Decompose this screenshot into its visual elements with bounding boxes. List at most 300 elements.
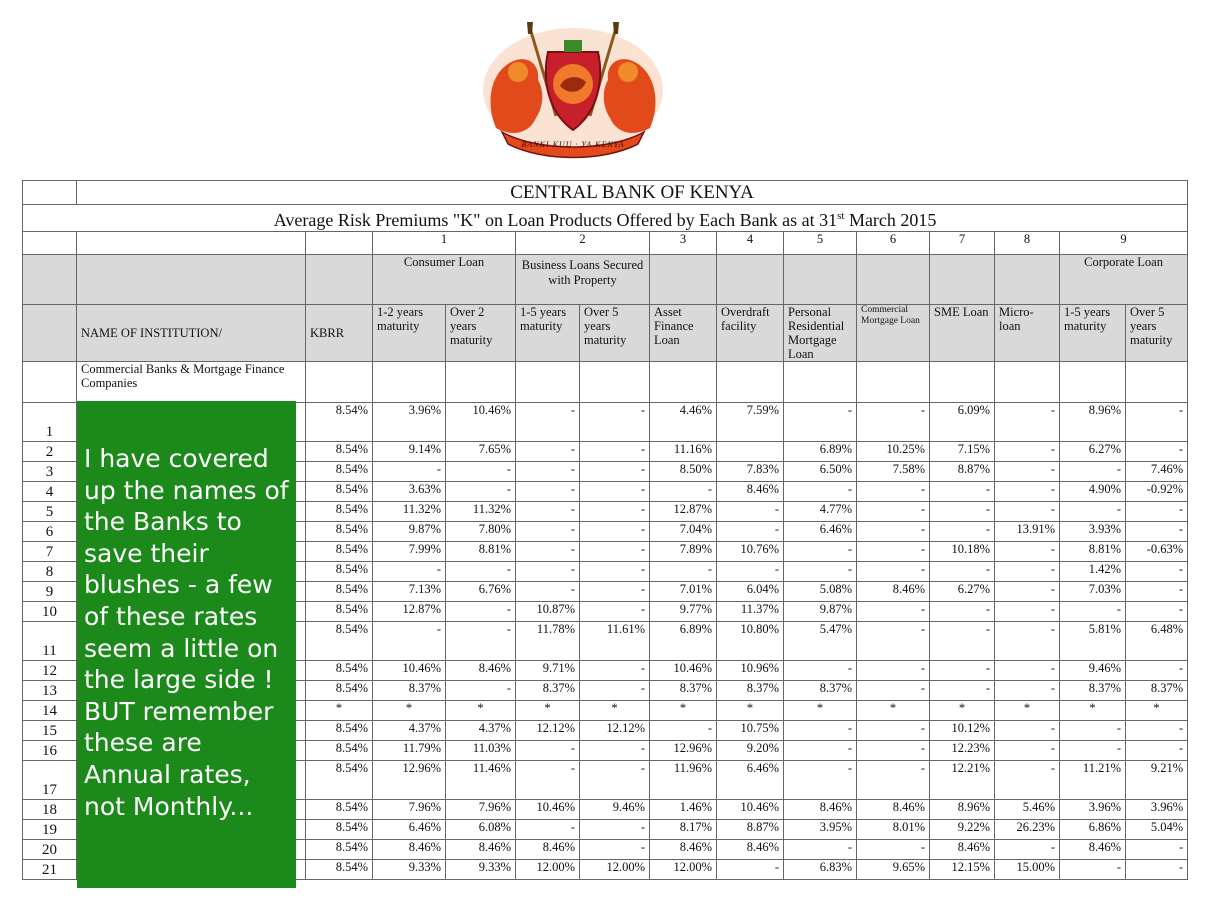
rate-cell: -: [995, 622, 1060, 661]
rate-cell: 9.33%: [446, 860, 516, 880]
rate-cell: 8.37%: [373, 681, 446, 701]
kbrr-cell: 8.54%: [306, 462, 373, 482]
rate-cell: 6.76%: [446, 582, 516, 602]
kbrr-cell: 8.54%: [306, 502, 373, 522]
rate-cell: -: [1126, 860, 1188, 880]
rate-cell: 1.42%: [1060, 562, 1126, 582]
rate-cell: -: [995, 502, 1060, 522]
column-header: Over 5 years maturity: [1126, 305, 1188, 362]
rate-cell: -: [373, 462, 446, 482]
row-number: 15: [23, 721, 77, 741]
rate-cell: -: [930, 681, 995, 701]
rate-cell: 8.46%: [650, 840, 717, 860]
blank-cell: [857, 362, 930, 403]
row-number: 21: [23, 860, 77, 880]
product-number: 1: [373, 232, 516, 255]
rate-cell: 6.09%: [930, 403, 995, 442]
blank-cell: [650, 362, 717, 403]
kbrr-cell: 8.54%: [306, 403, 373, 442]
rate-cell: 7.96%: [446, 800, 516, 820]
rate-cell: -: [580, 462, 650, 482]
product-number: 4: [717, 232, 784, 255]
rate-cell: -: [784, 482, 857, 502]
rate-cell: -: [373, 622, 446, 661]
rate-cell: 6.27%: [1060, 442, 1126, 462]
blank-cell: [373, 362, 446, 403]
row-number: 1: [23, 403, 77, 442]
rate-cell: 12.87%: [650, 502, 717, 522]
row-number: 2: [23, 442, 77, 462]
rate-cell: -: [784, 562, 857, 582]
rate-cell: 11.37%: [717, 602, 784, 622]
blank-cell: [306, 362, 373, 403]
rate-cell: 9.46%: [580, 800, 650, 820]
blank-cell: [650, 255, 717, 305]
column-header: 1-5 years maturity: [516, 305, 580, 362]
row-number: 16: [23, 741, 77, 761]
rate-cell: 11.46%: [446, 761, 516, 800]
rate-cell: -: [1060, 462, 1126, 482]
rate-cell: 6.86%: [1060, 820, 1126, 840]
column-header: Overdraft facility: [717, 305, 784, 362]
row-number: 14: [23, 701, 77, 721]
rate-cell: *: [995, 701, 1060, 721]
rate-cell: 1.46%: [650, 800, 717, 820]
rate-cell: -: [580, 403, 650, 442]
rate-cell: -: [857, 502, 930, 522]
row-number: 13: [23, 681, 77, 701]
rate-cell: 6.04%: [717, 582, 784, 602]
row-number: 6: [23, 522, 77, 542]
rate-cell: 10.46%: [373, 661, 446, 681]
rate-cell: 7.83%: [717, 462, 784, 482]
rate-cell: -: [995, 721, 1060, 741]
kbrr-cell: 8.54%: [306, 602, 373, 622]
rate-cell: -: [580, 542, 650, 562]
rate-cell: 12.23%: [930, 741, 995, 761]
rate-cell: -: [995, 442, 1060, 462]
rate-cell: -: [516, 502, 580, 522]
rate-cell: -: [516, 562, 580, 582]
rate-cell: 8.37%: [784, 681, 857, 701]
kbrr-cell: 8.54%: [306, 681, 373, 701]
rate-cell: 9.77%: [650, 602, 717, 622]
rate-cell: -: [857, 482, 930, 502]
svg-text:BANKI KUU · YA KENYA: BANKI KUU · YA KENYA: [521, 140, 625, 149]
product-number: 6: [857, 232, 930, 255]
rate-cell: -: [580, 522, 650, 542]
rate-cell: 5.81%: [1060, 622, 1126, 661]
rate-cell: -: [995, 582, 1060, 602]
row-number: 19: [23, 820, 77, 840]
rate-cell: -: [1126, 741, 1188, 761]
rate-cell: 10.18%: [930, 542, 995, 562]
rate-cell: -: [857, 622, 930, 661]
rate-cell: *: [373, 701, 446, 721]
rate-cell: *: [650, 701, 717, 721]
rate-cell: 8.01%: [857, 820, 930, 840]
rate-cell: 7.46%: [1126, 462, 1188, 482]
row-number: 18: [23, 800, 77, 820]
rate-cell: 10.46%: [516, 800, 580, 820]
rate-cell: -: [1126, 403, 1188, 442]
rate-cell: 9.21%: [1126, 761, 1188, 800]
rate-cell: -: [516, 741, 580, 761]
rate-cell: 10.96%: [717, 661, 784, 681]
rate-cell: 7.13%: [373, 582, 446, 602]
rate-cell: -: [446, 681, 516, 701]
rate-cell: 8.46%: [717, 840, 784, 860]
rate-cell: 8.46%: [516, 840, 580, 860]
rate-cell: 7.03%: [1060, 582, 1126, 602]
rate-cell: 9.22%: [930, 820, 995, 840]
rate-cell: 9.65%: [857, 860, 930, 880]
rate-cell: 10.75%: [717, 721, 784, 741]
rate-cell: 10.46%: [446, 403, 516, 442]
rate-cell: 10.46%: [717, 800, 784, 820]
corporate-loan-header: Corporate Loan: [1060, 255, 1188, 305]
rate-cell: 11.61%: [580, 622, 650, 661]
rate-cell: 8.96%: [930, 800, 995, 820]
rate-cell: 7.15%: [930, 442, 995, 462]
rate-cell: 11.96%: [650, 761, 717, 800]
rate-cell: 10.80%: [717, 622, 784, 661]
column-header: Over 2 years maturity: [446, 305, 516, 362]
rate-cell: 8.37%: [717, 681, 784, 701]
rate-cell: 9.33%: [373, 860, 446, 880]
rate-cell: -: [1060, 721, 1126, 741]
column-header: Asset Finance Loan: [650, 305, 717, 362]
rate-cell: 5.46%: [995, 800, 1060, 820]
rate-cell: -: [995, 681, 1060, 701]
rate-cell: -: [516, 761, 580, 800]
rate-cell: -: [995, 602, 1060, 622]
rate-cell: -: [516, 542, 580, 562]
table-subtitle: Average Risk Premiums "K" on Loan Products Offered by Each Bank as at 31st March 2015: [23, 205, 1188, 232]
rate-cell: -: [516, 482, 580, 502]
rate-cell: 3.63%: [373, 482, 446, 502]
rate-cell: -: [1060, 860, 1126, 880]
consumer-loan-header: Consumer Loan: [373, 255, 516, 305]
rate-cell: 6.46%: [373, 820, 446, 840]
rate-cell: 8.87%: [930, 462, 995, 482]
rate-cell: -: [446, 622, 516, 661]
rate-cell: 7.96%: [373, 800, 446, 820]
rate-cell: *: [784, 701, 857, 721]
rate-cell: 3.93%: [1060, 522, 1126, 542]
row-number: 20: [23, 840, 77, 860]
rate-cell: -: [1126, 661, 1188, 681]
blank-cell: [717, 255, 784, 305]
row-number: 11: [23, 622, 77, 661]
rate-cell: 12.00%: [650, 860, 717, 880]
column-header: SME Loan: [930, 305, 995, 362]
blank-cell: [995, 255, 1060, 305]
rate-cell: -: [717, 502, 784, 522]
business-loans-header: Business Loans Secured with Property: [516, 255, 650, 305]
blank-cell: [23, 305, 77, 362]
product-number: 9: [1060, 232, 1188, 255]
rate-cell: -: [857, 562, 930, 582]
blank-cell: [306, 255, 373, 305]
rate-cell: 26.23%: [995, 820, 1060, 840]
rate-cell: -: [995, 761, 1060, 800]
rate-cell: 8.81%: [1060, 542, 1126, 562]
rate-cell: *: [1060, 701, 1126, 721]
rate-cell: 8.46%: [857, 582, 930, 602]
rate-cell: 8.46%: [446, 661, 516, 681]
row-number: 4: [23, 482, 77, 502]
rate-cell: 12.12%: [516, 721, 580, 741]
rate-cell: 11.03%: [446, 741, 516, 761]
rate-cell: 9.71%: [516, 661, 580, 681]
rate-cell: -: [995, 840, 1060, 860]
rate-cell: -: [650, 562, 717, 582]
rate-cell: 3.96%: [373, 403, 446, 442]
rate-cell: -: [995, 562, 1060, 582]
rate-cell: 10.25%: [857, 442, 930, 462]
rate-cell: -: [580, 840, 650, 860]
rate-cell: *: [516, 701, 580, 721]
rate-cell: 9.46%: [1060, 661, 1126, 681]
kbrr-header: KBRR: [306, 305, 373, 362]
rate-cell: -: [930, 522, 995, 542]
rate-cell: 6.83%: [784, 860, 857, 880]
rate-cell: 6.48%: [1126, 622, 1188, 661]
rate-cell: 6.27%: [930, 582, 995, 602]
rate-cell: *: [580, 701, 650, 721]
rate-cell: 8.46%: [373, 840, 446, 860]
rate-cell: -: [784, 721, 857, 741]
rate-cell: 7.80%: [446, 522, 516, 542]
rate-cell: -: [580, 761, 650, 800]
rate-cell: [717, 442, 784, 462]
kbrr-cell: 8.54%: [306, 661, 373, 681]
rate-cell: 7.04%: [650, 522, 717, 542]
rate-cell: -: [650, 721, 717, 741]
rate-cell: -: [516, 820, 580, 840]
rate-cell: -: [1126, 562, 1188, 582]
rate-cell: 8.50%: [650, 462, 717, 482]
rate-cell: 7.65%: [446, 442, 516, 462]
section-row: [23, 362, 1188, 403]
rate-cell: -: [784, 741, 857, 761]
rate-cell: 12.87%: [373, 602, 446, 622]
rate-cell: -: [717, 522, 784, 542]
blank-cell: [857, 255, 930, 305]
kbrr-cell: 8.54%: [306, 741, 373, 761]
kbrr-cell: 8.54%: [306, 622, 373, 661]
column-header: Personal Residential Mortgage Loan: [784, 305, 857, 362]
kbrr-cell: 8.54%: [306, 820, 373, 840]
rate-cell: 10.76%: [717, 542, 784, 562]
rate-cell: -: [580, 582, 650, 602]
kbrr-cell: 8.54%: [306, 721, 373, 741]
rate-cell: 8.46%: [446, 840, 516, 860]
page-title: CENTRAL BANK OF KENYA: [77, 181, 1188, 205]
rate-cell: 9.20%: [717, 741, 784, 761]
kbrr-cell: 8.54%: [306, 542, 373, 562]
rate-cell: 7.99%: [373, 542, 446, 562]
rate-cell: -: [580, 482, 650, 502]
blank-cell: [23, 255, 77, 305]
rate-cell: 8.46%: [857, 800, 930, 820]
row-number: 10: [23, 602, 77, 622]
blank-cell: [306, 232, 373, 255]
rate-cell: -: [784, 542, 857, 562]
kbrr-cell: 8.54%: [306, 800, 373, 820]
row-number: 12: [23, 661, 77, 681]
rate-cell: 7.01%: [650, 582, 717, 602]
rate-cell: 10.87%: [516, 602, 580, 622]
rate-cell: -: [446, 482, 516, 502]
row-number: 17: [23, 761, 77, 800]
rate-cell: 11.32%: [373, 502, 446, 522]
rate-cell: -: [1126, 522, 1188, 542]
blank-cell: [77, 232, 306, 255]
rate-cell: -: [580, 562, 650, 582]
rate-cell: -0.92%: [1126, 482, 1188, 502]
rate-cell: -: [1126, 582, 1188, 602]
rate-cell: -: [1126, 840, 1188, 860]
blank-cell: [784, 362, 857, 403]
rate-cell: -: [857, 840, 930, 860]
blank-cell: [717, 362, 784, 403]
rate-cell: -: [516, 522, 580, 542]
column-header: Commercial Mortgage Loan: [857, 305, 930, 362]
rate-cell: *: [446, 701, 516, 721]
rate-cell: -: [516, 582, 580, 602]
rate-cell: -: [857, 741, 930, 761]
rate-cell: -: [784, 661, 857, 681]
rate-cell: -: [995, 661, 1060, 681]
rate-cell: -: [995, 403, 1060, 442]
rate-cell: 4.46%: [650, 403, 717, 442]
rate-cell: 11.21%: [1060, 761, 1126, 800]
rate-cell: 13.91%: [995, 522, 1060, 542]
rate-cell: 12.96%: [373, 761, 446, 800]
rate-cell: 4.37%: [373, 721, 446, 741]
rate-cell: -: [580, 681, 650, 701]
rate-cell: 4.37%: [446, 721, 516, 741]
rate-cell: -: [446, 562, 516, 582]
rate-cell: 4.77%: [784, 502, 857, 522]
rate-cell: 6.89%: [650, 622, 717, 661]
rate-cell: 12.15%: [930, 860, 995, 880]
blank-cell: [23, 232, 77, 255]
row-number: 7: [23, 542, 77, 562]
rate-cell: 8.37%: [1060, 681, 1126, 701]
blank-cell: [77, 255, 306, 305]
rate-cell: 6.46%: [784, 522, 857, 542]
rate-cell: 11.79%: [373, 741, 446, 761]
rate-cell: -: [373, 562, 446, 582]
rate-cell: -: [784, 840, 857, 860]
column-header-row: [23, 305, 1188, 362]
column-header: Micro-loan: [995, 305, 1060, 362]
row-number: 8: [23, 562, 77, 582]
rate-cell: 12.21%: [930, 761, 995, 800]
rate-cell: -: [995, 462, 1060, 482]
rate-cell: 4.90%: [1060, 482, 1126, 502]
rate-cell: 15.00%: [995, 860, 1060, 880]
rate-cell: -: [516, 442, 580, 462]
kbrr-cell: 8.54%: [306, 482, 373, 502]
rate-cell: -: [930, 622, 995, 661]
kbrr-cell: 8.54%: [306, 522, 373, 542]
rate-cell: *: [857, 701, 930, 721]
column-header: Over 5 years maturity: [580, 305, 650, 362]
rate-cell: 8.87%: [717, 820, 784, 840]
rate-cell: 6.50%: [784, 462, 857, 482]
rate-cell: -: [516, 462, 580, 482]
rate-cell: 6.46%: [717, 761, 784, 800]
rate-cell: 5.04%: [1126, 820, 1188, 840]
column-header: 1-5 years maturity: [1060, 305, 1126, 362]
rate-cell: -: [717, 562, 784, 582]
rate-cell: 11.32%: [446, 502, 516, 522]
row-number: 3: [23, 462, 77, 482]
rate-cell: -: [1126, 442, 1188, 462]
rate-cell: -0.63%: [1126, 542, 1188, 562]
kbrr-cell: 8.54%: [306, 840, 373, 860]
rate-cell: -: [930, 482, 995, 502]
kbrr-cell: *: [306, 701, 373, 721]
rate-cell: 11.16%: [650, 442, 717, 462]
product-number: 8: [995, 232, 1060, 255]
blank-cell: [1060, 362, 1126, 403]
rate-cell: -: [1126, 502, 1188, 522]
kbrr-cell: 8.54%: [306, 761, 373, 800]
central-bank-coat-of-arms-logo: [478, 20, 668, 160]
product-number: 5: [784, 232, 857, 255]
blank-cell: [446, 362, 516, 403]
rate-cell: 8.37%: [1126, 681, 1188, 701]
rate-cell: -: [717, 860, 784, 880]
blank-cell: [580, 362, 650, 403]
rate-cell: -: [857, 681, 930, 701]
rate-cell: -: [995, 482, 1060, 502]
rate-cell: -: [1126, 721, 1188, 741]
rate-cell: -: [580, 820, 650, 840]
rate-cell: 9.87%: [373, 522, 446, 542]
blank-cell: [23, 362, 77, 403]
rate-cell: 12.00%: [580, 860, 650, 880]
rate-cell: 6.08%: [446, 820, 516, 840]
kbrr-cell: 8.54%: [306, 562, 373, 582]
rate-cell: 8.46%: [784, 800, 857, 820]
rate-cell: 3.96%: [1126, 800, 1188, 820]
rate-cell: 7.59%: [717, 403, 784, 442]
rate-cell: 5.08%: [784, 582, 857, 602]
rate-cell: -: [1060, 741, 1126, 761]
rate-cell: -: [580, 741, 650, 761]
covered-names-note: I have covered up the names of the Banks to save their blushes - a few of these rates seem a little on the large side ! BUT remember these are Annual rates, not Monthly...: [77, 401, 296, 888]
institution-name-header: NAME OF INSTITUTION/: [77, 305, 306, 362]
rate-cell: -: [857, 403, 930, 442]
rate-cell: 12.00%: [516, 860, 580, 880]
rate-cell: -: [930, 602, 995, 622]
section-label: Commercial Banks & Mortgage Finance Companies: [77, 362, 306, 403]
column-header: 1-2 years maturity: [373, 305, 446, 362]
rate-cell: -: [857, 661, 930, 681]
rate-cell: -: [857, 542, 930, 562]
rate-cell: 5.47%: [784, 622, 857, 661]
rate-cell: 12.96%: [650, 741, 717, 761]
rate-cell: 3.96%: [1060, 800, 1126, 820]
group-header-row: [23, 255, 1188, 305]
rate-cell: 7.89%: [650, 542, 717, 562]
